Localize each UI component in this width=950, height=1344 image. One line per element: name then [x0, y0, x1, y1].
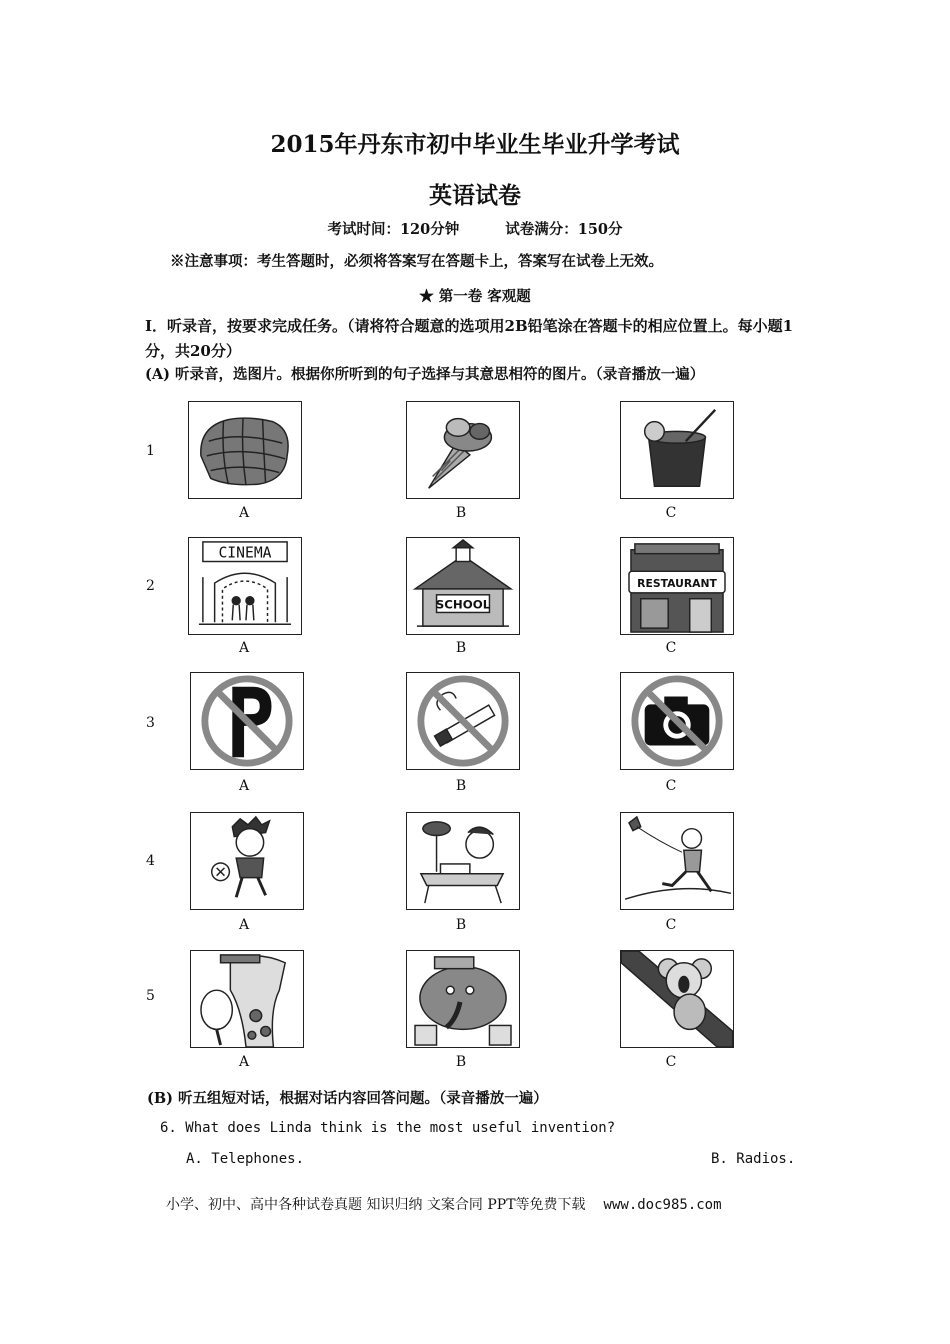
question-6-option-b: B. Radios.: [711, 1151, 796, 1167]
option-label: B: [455, 778, 467, 794]
option-label: C: [665, 640, 677, 656]
elephant-icon: [406, 950, 520, 1048]
school-sign: SCHOOL: [435, 597, 491, 612]
footer-url: www.doc985.com: [603, 1197, 722, 1213]
option-label: B: [455, 640, 467, 656]
option-label: C: [665, 917, 677, 933]
row-number: 2: [146, 578, 155, 594]
drawing-boy-icon: [406, 812, 520, 910]
option-label: B: [455, 1054, 467, 1070]
option-label: B: [455, 917, 467, 933]
exam-meta: [0, 218, 950, 239]
option-label: A: [238, 640, 250, 656]
row-number: 3: [146, 715, 155, 731]
option-label: C: [665, 505, 677, 521]
cinema-icon: [188, 537, 302, 635]
no-photo-icon: [620, 672, 734, 770]
option-label: B: [455, 505, 467, 521]
option-label: A: [238, 917, 250, 933]
koala-icon: [620, 950, 734, 1048]
ice-cream-icon: [406, 401, 520, 499]
section-b-heading: (B) 听五组短对话，根据对话内容回答问题。（录音播放一遍）: [147, 1090, 548, 1107]
restaurant-icon: [620, 537, 734, 635]
section-a-heading: (A) 听录音，选图片。根据你所听到的句子选择与其意思相符的图片。（录音播放一遍）: [145, 366, 705, 383]
option-label: A: [238, 778, 250, 794]
row-number: 1: [146, 443, 155, 459]
page-footer: [166, 1194, 722, 1214]
exam-notice: ※注意事项：考生答题时，必须将答案写在答题卡上，答案写在试卷上无效。: [170, 253, 663, 270]
option-label: A: [238, 505, 250, 521]
exam-title: 2015年丹东市初中毕业生毕业升学考试: [270, 131, 680, 158]
exam-time: 考试时间：120分钟: [327, 221, 460, 238]
section-1-heading: Ⅰ．听录音，按要求完成任务。（请将符合题意的选项用2B铅笔涂在答题卡的相应位置上。每小题1分，共20分）: [145, 317, 794, 360]
question-6: 6. What does Linda think is the most useful invention?: [160, 1120, 616, 1136]
footer-text: 小学、初中、高中各种试卷真题 知识归纳 文案合同 PPT等免费下载: [166, 1197, 586, 1213]
option-label: C: [665, 778, 677, 794]
row-number: 5: [146, 988, 155, 1004]
juice-glass-icon: [620, 401, 734, 499]
cinema-sign: CINEMA: [218, 544, 272, 562]
part-heading: ★ 第一卷 客观题: [419, 288, 531, 305]
option-label: C: [665, 1054, 677, 1070]
giraffe-icon: [190, 950, 304, 1048]
restaurant-sign: RESTAURANT: [637, 576, 717, 590]
bananas-icon: [188, 401, 302, 499]
option-label: A: [238, 1054, 250, 1070]
exam-score: 试卷满分：150分: [505, 221, 623, 238]
row-number: 4: [146, 853, 155, 869]
soccer-boy-icon: [190, 812, 304, 910]
kite-boy-icon: [620, 812, 734, 910]
school-icon: [406, 537, 520, 635]
no-smoking-icon: [406, 672, 520, 770]
question-6-option-a: A. Telephones.: [186, 1151, 305, 1167]
no-parking-icon: [190, 672, 304, 770]
exam-subtitle: 英语试卷: [429, 182, 521, 209]
